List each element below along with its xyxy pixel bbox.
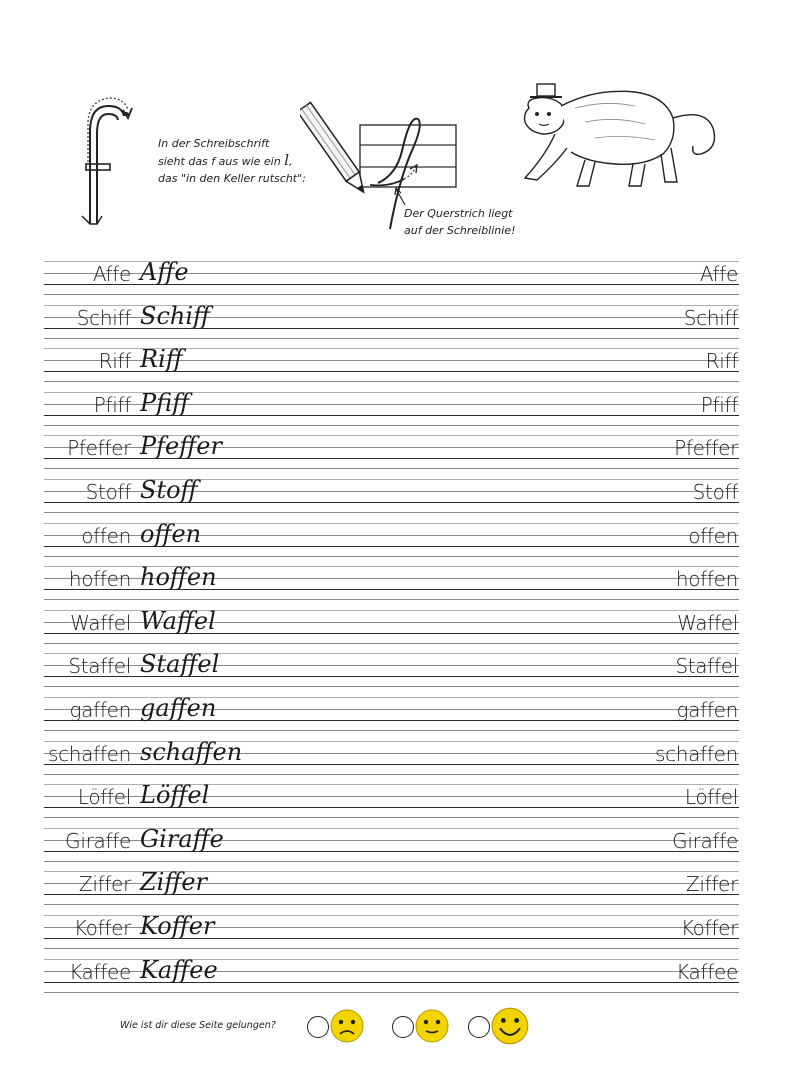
word-print-right: Staffel	[675, 654, 738, 679]
ruled-line	[44, 512, 739, 513]
word-print-left: Kaffee	[69, 959, 131, 984]
word-print-right: Giraffe	[672, 828, 738, 853]
writing-row	[0, 475, 786, 517]
note-line-1: Der Querstrich liegt	[404, 207, 513, 220]
writing-row	[0, 431, 786, 473]
word-print-right: Kaffee	[676, 959, 738, 984]
word-print-left: Ziffer	[78, 872, 131, 897]
ruled-line	[44, 686, 739, 687]
word-print-right: Waffel	[677, 610, 738, 635]
writing-row	[0, 388, 786, 430]
rating-option-neutral[interactable]	[392, 1008, 456, 1042]
word-print-left: Staffel	[68, 654, 131, 679]
word-print-right: gaffen	[676, 698, 738, 722]
word-print-right: Affe	[699, 262, 738, 286]
word-print-left: Affe	[92, 262, 131, 286]
ruled-line	[44, 992, 739, 993]
word-print-right: Schiff	[683, 305, 738, 330]
word-print-left: Riff	[98, 349, 131, 374]
writing-row	[0, 824, 786, 866]
writing-row	[0, 257, 786, 299]
cursive-l-glyph: l	[284, 151, 290, 169]
rating-checkbox-neutral[interactable]	[392, 1016, 414, 1038]
word-print-left: Pfiff	[93, 392, 131, 417]
word-print-left: hoffen	[68, 567, 131, 592]
rating-option-sad[interactable]	[307, 1008, 371, 1042]
writing-row	[0, 649, 786, 691]
ruled-line	[44, 861, 739, 862]
rating-option-happy[interactable]	[468, 1008, 532, 1042]
writing-row	[0, 737, 786, 779]
word-cursive: offen	[140, 519, 202, 548]
ruled-line	[44, 730, 739, 731]
intro-line-2-comma: ,	[289, 155, 293, 168]
word-print-right: offen	[688, 523, 738, 548]
word-print-right: Löffel	[684, 785, 738, 810]
word-cursive: gaffen	[140, 694, 217, 722]
sad-face-icon	[329, 1008, 365, 1044]
self-assessment-question: Wie ist dir diese Seite gelungen?	[120, 1020, 276, 1031]
word-cursive: Pfiff	[140, 388, 190, 417]
word-print-left: Schiff	[76, 305, 131, 330]
rating-checkbox-sad[interactable]	[307, 1016, 329, 1038]
ruled-line	[44, 948, 739, 949]
crossbar-note	[404, 205, 564, 239]
word-cursive: schaffen	[140, 737, 243, 766]
ruled-line	[44, 556, 739, 557]
word-cursive: Staffel	[140, 650, 220, 679]
word-cursive: Pfeffer	[140, 432, 222, 461]
writing-row	[0, 867, 786, 909]
word-cursive: Kaffee	[140, 955, 218, 984]
word-print-right: Riff	[705, 349, 738, 374]
word-print-right: Koffer	[680, 916, 738, 940]
word-print-left: schaffen	[47, 741, 131, 766]
letter-f-demo-icon	[68, 92, 138, 232]
writing-row	[0, 955, 786, 997]
word-print-right: schaffen	[654, 741, 738, 766]
writing-row	[0, 780, 786, 822]
ruled-line	[44, 599, 739, 600]
monkey-with-top-hat-icon	[515, 78, 725, 193]
writing-row	[0, 301, 786, 343]
ruled-line	[44, 381, 739, 382]
word-cursive: Löffel	[140, 781, 210, 810]
word-print-left: Koffer	[73, 916, 131, 940]
word-print-left: Pfeffer	[67, 436, 131, 461]
rating-checkbox-happy[interactable]	[468, 1016, 490, 1038]
writing-row	[0, 911, 786, 953]
writing-row	[0, 344, 786, 386]
word-print-left: gaffen	[69, 698, 131, 722]
word-print-right: Pfeffer	[674, 436, 738, 461]
ruled-line	[44, 468, 739, 469]
word-cursive: Schiff	[140, 301, 211, 330]
intro-line-3: das "in den Keller rutscht":	[158, 172, 306, 185]
word-cursive: Affe	[140, 258, 189, 286]
intro-line-1: In der Schreibschrift	[158, 137, 270, 150]
ruled-line	[44, 904, 739, 905]
word-cursive: hoffen	[140, 563, 217, 592]
writing-row	[0, 606, 786, 648]
ruled-line	[44, 774, 739, 775]
word-print-left: Giraffe	[65, 828, 131, 853]
ruled-line	[44, 294, 739, 295]
word-cursive: Giraffe	[140, 824, 224, 853]
word-print-left: offen	[81, 523, 131, 548]
word-cursive: Waffel	[140, 606, 216, 635]
writing-row	[0, 519, 786, 561]
worksheet-header	[0, 0, 786, 250]
neutral-face-icon	[414, 1008, 450, 1044]
word-print-right: Stoff	[692, 480, 738, 504]
ruled-line	[44, 338, 739, 339]
word-print-left: Waffel	[70, 610, 131, 635]
writing-row	[0, 562, 786, 604]
word-print-left: Löffel	[77, 785, 131, 810]
word-cursive: Ziffer	[140, 868, 208, 897]
word-cursive: Koffer	[140, 912, 215, 940]
word-print-left: Stoff	[85, 480, 131, 504]
self-assessment-footer	[0, 1000, 786, 1050]
word-cursive: Stoff	[140, 476, 198, 504]
word-cursive: Riff	[140, 345, 183, 374]
ruled-line	[44, 643, 739, 644]
note-line-2: auf der Schreiblinie!	[404, 224, 516, 237]
word-print-right: hoffen	[675, 567, 738, 592]
happy-face-icon	[490, 1006, 530, 1046]
ruled-line	[44, 817, 739, 818]
ruled-line	[44, 425, 739, 426]
word-print-right: Pfiff	[700, 392, 738, 417]
word-print-right: Ziffer	[685, 872, 738, 897]
writing-row	[0, 693, 786, 735]
intro-line-2-text: sieht das f aus wie ein	[158, 155, 281, 168]
